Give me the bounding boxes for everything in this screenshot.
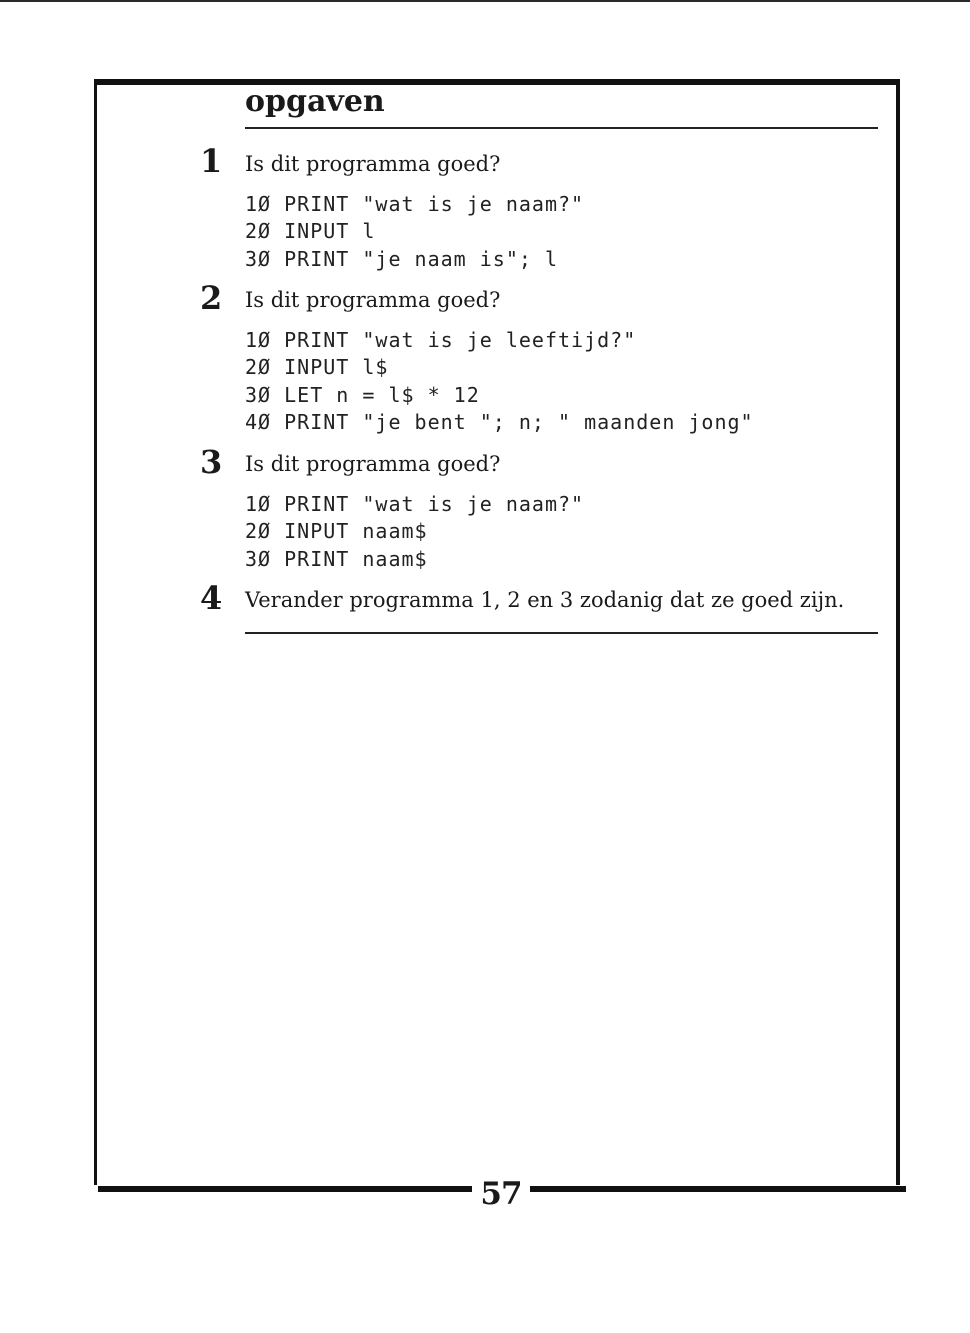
- code-line: 2Ø INPUT l$: [245, 355, 389, 379]
- exercise-question-4: Verander programma 1, 2 en 3 zodanig dat ze goed zijn.: [245, 588, 845, 612]
- exercise-question-2: Is dit programma goed?: [245, 288, 501, 312]
- footer-rule-left: [98, 1186, 472, 1192]
- code-line: 3Ø LET n = l$ * 12: [245, 383, 480, 407]
- code-line: 1Ø PRINT "wat is je leeftijd?": [245, 328, 637, 352]
- heading-rule: [245, 127, 878, 129]
- exercise-number-3: 3: [200, 443, 223, 481]
- code-line: 3Ø PRINT naam$: [245, 547, 428, 571]
- footer-rule-right: [530, 1186, 906, 1192]
- page-heading: opgaven: [245, 84, 385, 119]
- page-number: 57: [480, 1176, 522, 1212]
- code-line: 3Ø PRINT "je naam is"; l: [245, 247, 558, 271]
- section-end-rule: [245, 632, 878, 634]
- exercise-number-2: 2: [200, 279, 223, 317]
- code-line: 2Ø INPUT l: [245, 219, 376, 243]
- exercise-question-1: Is dit programma goed?: [245, 152, 501, 176]
- code-line: 4Ø PRINT "je bent "; n; " maanden jong": [245, 410, 754, 434]
- code-line: 1Ø PRINT "wat is je naam?": [245, 192, 585, 216]
- code-line: 1Ø PRINT "wat is je naam?": [245, 492, 585, 516]
- exercise-question-3: Is dit programma goed?: [245, 452, 501, 476]
- exercise-number-4: 4: [200, 579, 223, 617]
- exercise-number-1: 1: [200, 142, 223, 180]
- scan-top-edge: [0, 0, 970, 2]
- code-line: 2Ø INPUT naam$: [245, 519, 428, 543]
